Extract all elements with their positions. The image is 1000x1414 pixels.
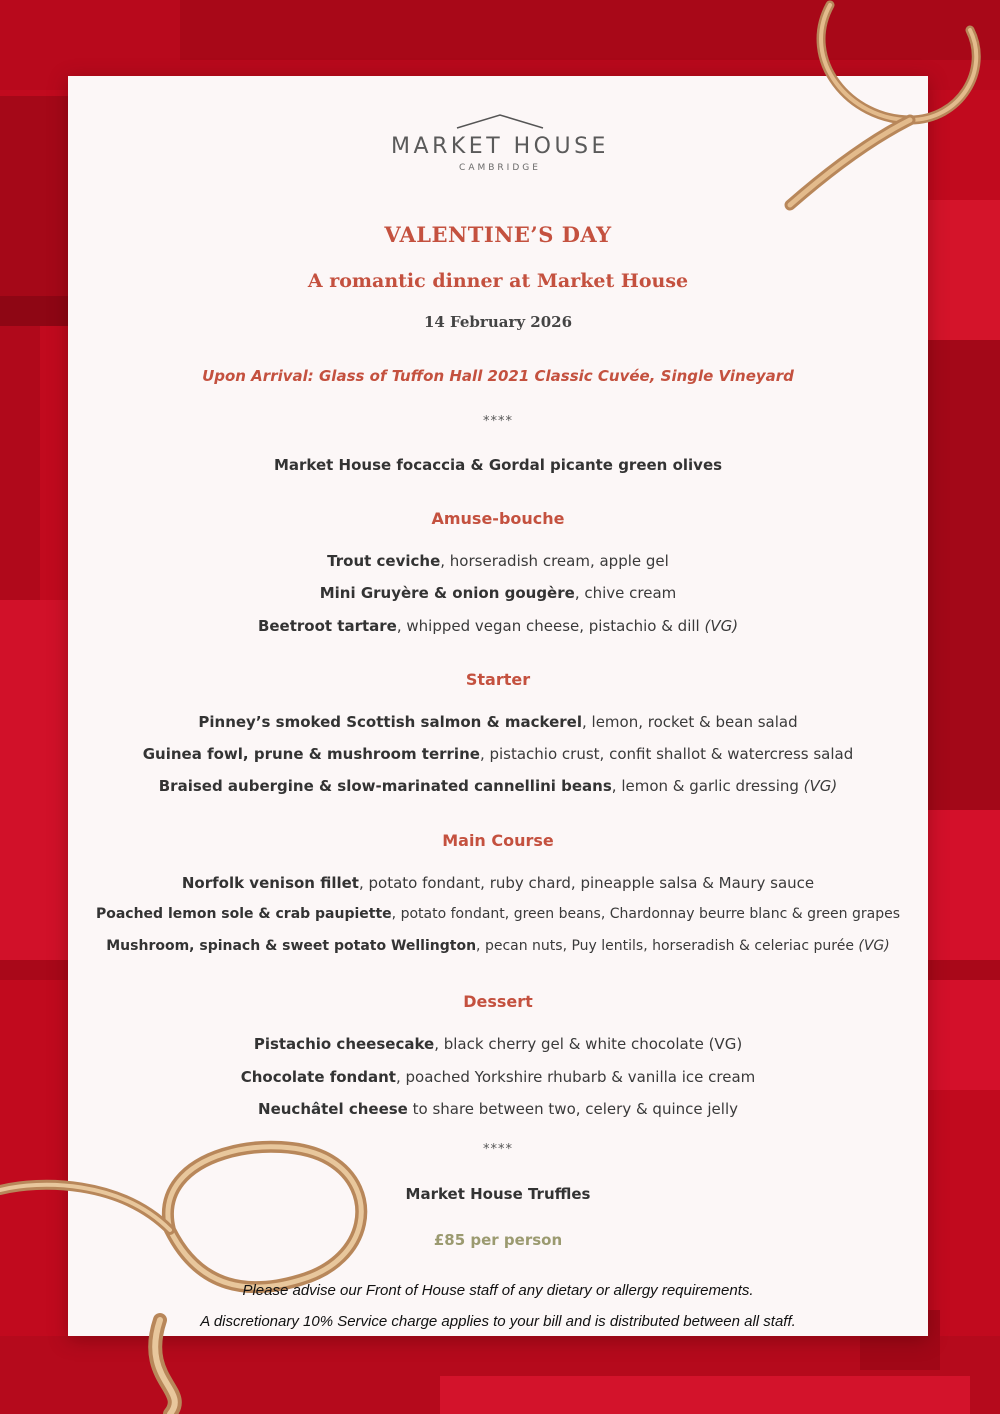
roof-icon — [455, 112, 545, 130]
page-subtitle: A romantic dinner at Market House — [307, 270, 689, 292]
separator-bottom: **** — [483, 1142, 513, 1157]
menu-item: Poached lemon sole & crab paupiette, potato fondant, green beans, Chardonnay beurre blanc & green grapes — [95, 906, 901, 922]
menu-item: Chocolate fondant, poached Yorkshire rhubarb & vanilla ice cream — [240, 1068, 756, 1086]
logo-location: CAMBRIDGE — [459, 163, 541, 173]
menu-item: Mushroom, spinach & sweet potato Wellington, pecan nuts, Puy lentils, horseradish & celeriac purée (VG) — [106, 938, 890, 954]
separator-top: **** — [483, 414, 513, 429]
section-heading-starter: Starter — [465, 670, 531, 689]
menu-item: Neuchâtel cheese to share between two, celery & quince jelly — [258, 1100, 738, 1118]
menu-item: Norfolk venison fillet, potato fondant, ruby chard, pineapple salsa & Maury sauce — [181, 874, 815, 892]
market-house-logo — [0, 112, 1000, 173]
logo-name: MARKET HOUSE — [391, 134, 609, 159]
menu-item: Beetroot tartare, whipped vegan cheese, pistachio & dill (VG) — [257, 617, 739, 635]
menu-item: Guinea fowl, prune & mushroom terrine, pistachio crust, confit shallot & watercress salad — [142, 745, 854, 763]
event-date: 14 February 2026 — [423, 313, 573, 331]
bread-and-olives: Market House focaccia & Gordal picante green olives — [273, 456, 723, 474]
menu-item: Braised aubergine & slow-marinated cannellini beans, lemon & garlic dressing (VG) — [158, 777, 838, 795]
dietary-note: Please advise our Front of House staff of any dietary or allergy requirements. — [242, 1282, 754, 1299]
section-heading-main-course: Main Course — [442, 831, 554, 850]
section-heading-dessert: Dessert — [463, 992, 533, 1011]
page-title: VALENTINE’S DAY — [384, 222, 612, 247]
menu-item: Pistachio cheesecake, black cherry gel & white chocolate (VG) — [253, 1035, 743, 1053]
section-heading-amuse-bouche: Amuse-bouche — [431, 509, 565, 528]
menu-item: Trout ceviche, horseradish cream, apple gel — [327, 552, 669, 570]
truffles: Market House Truffles — [405, 1185, 591, 1203]
service-charge-note: A discretionary 10% Service charge applies to your bill and is distributed between all staff. — [200, 1313, 796, 1330]
menu-item: Mini Gruyère & onion gougère, chive cream — [319, 584, 677, 602]
arrival-drink: Upon Arrival: Glass of Tuffon Hall 2021 Classic Cuvée, Single Vineyard — [202, 367, 794, 385]
menu-item: Pinney’s smoked Scottish salmon & mackerel, lemon, rocket & bean salad — [198, 713, 798, 731]
price-per-person: £85 per person — [433, 1231, 563, 1249]
